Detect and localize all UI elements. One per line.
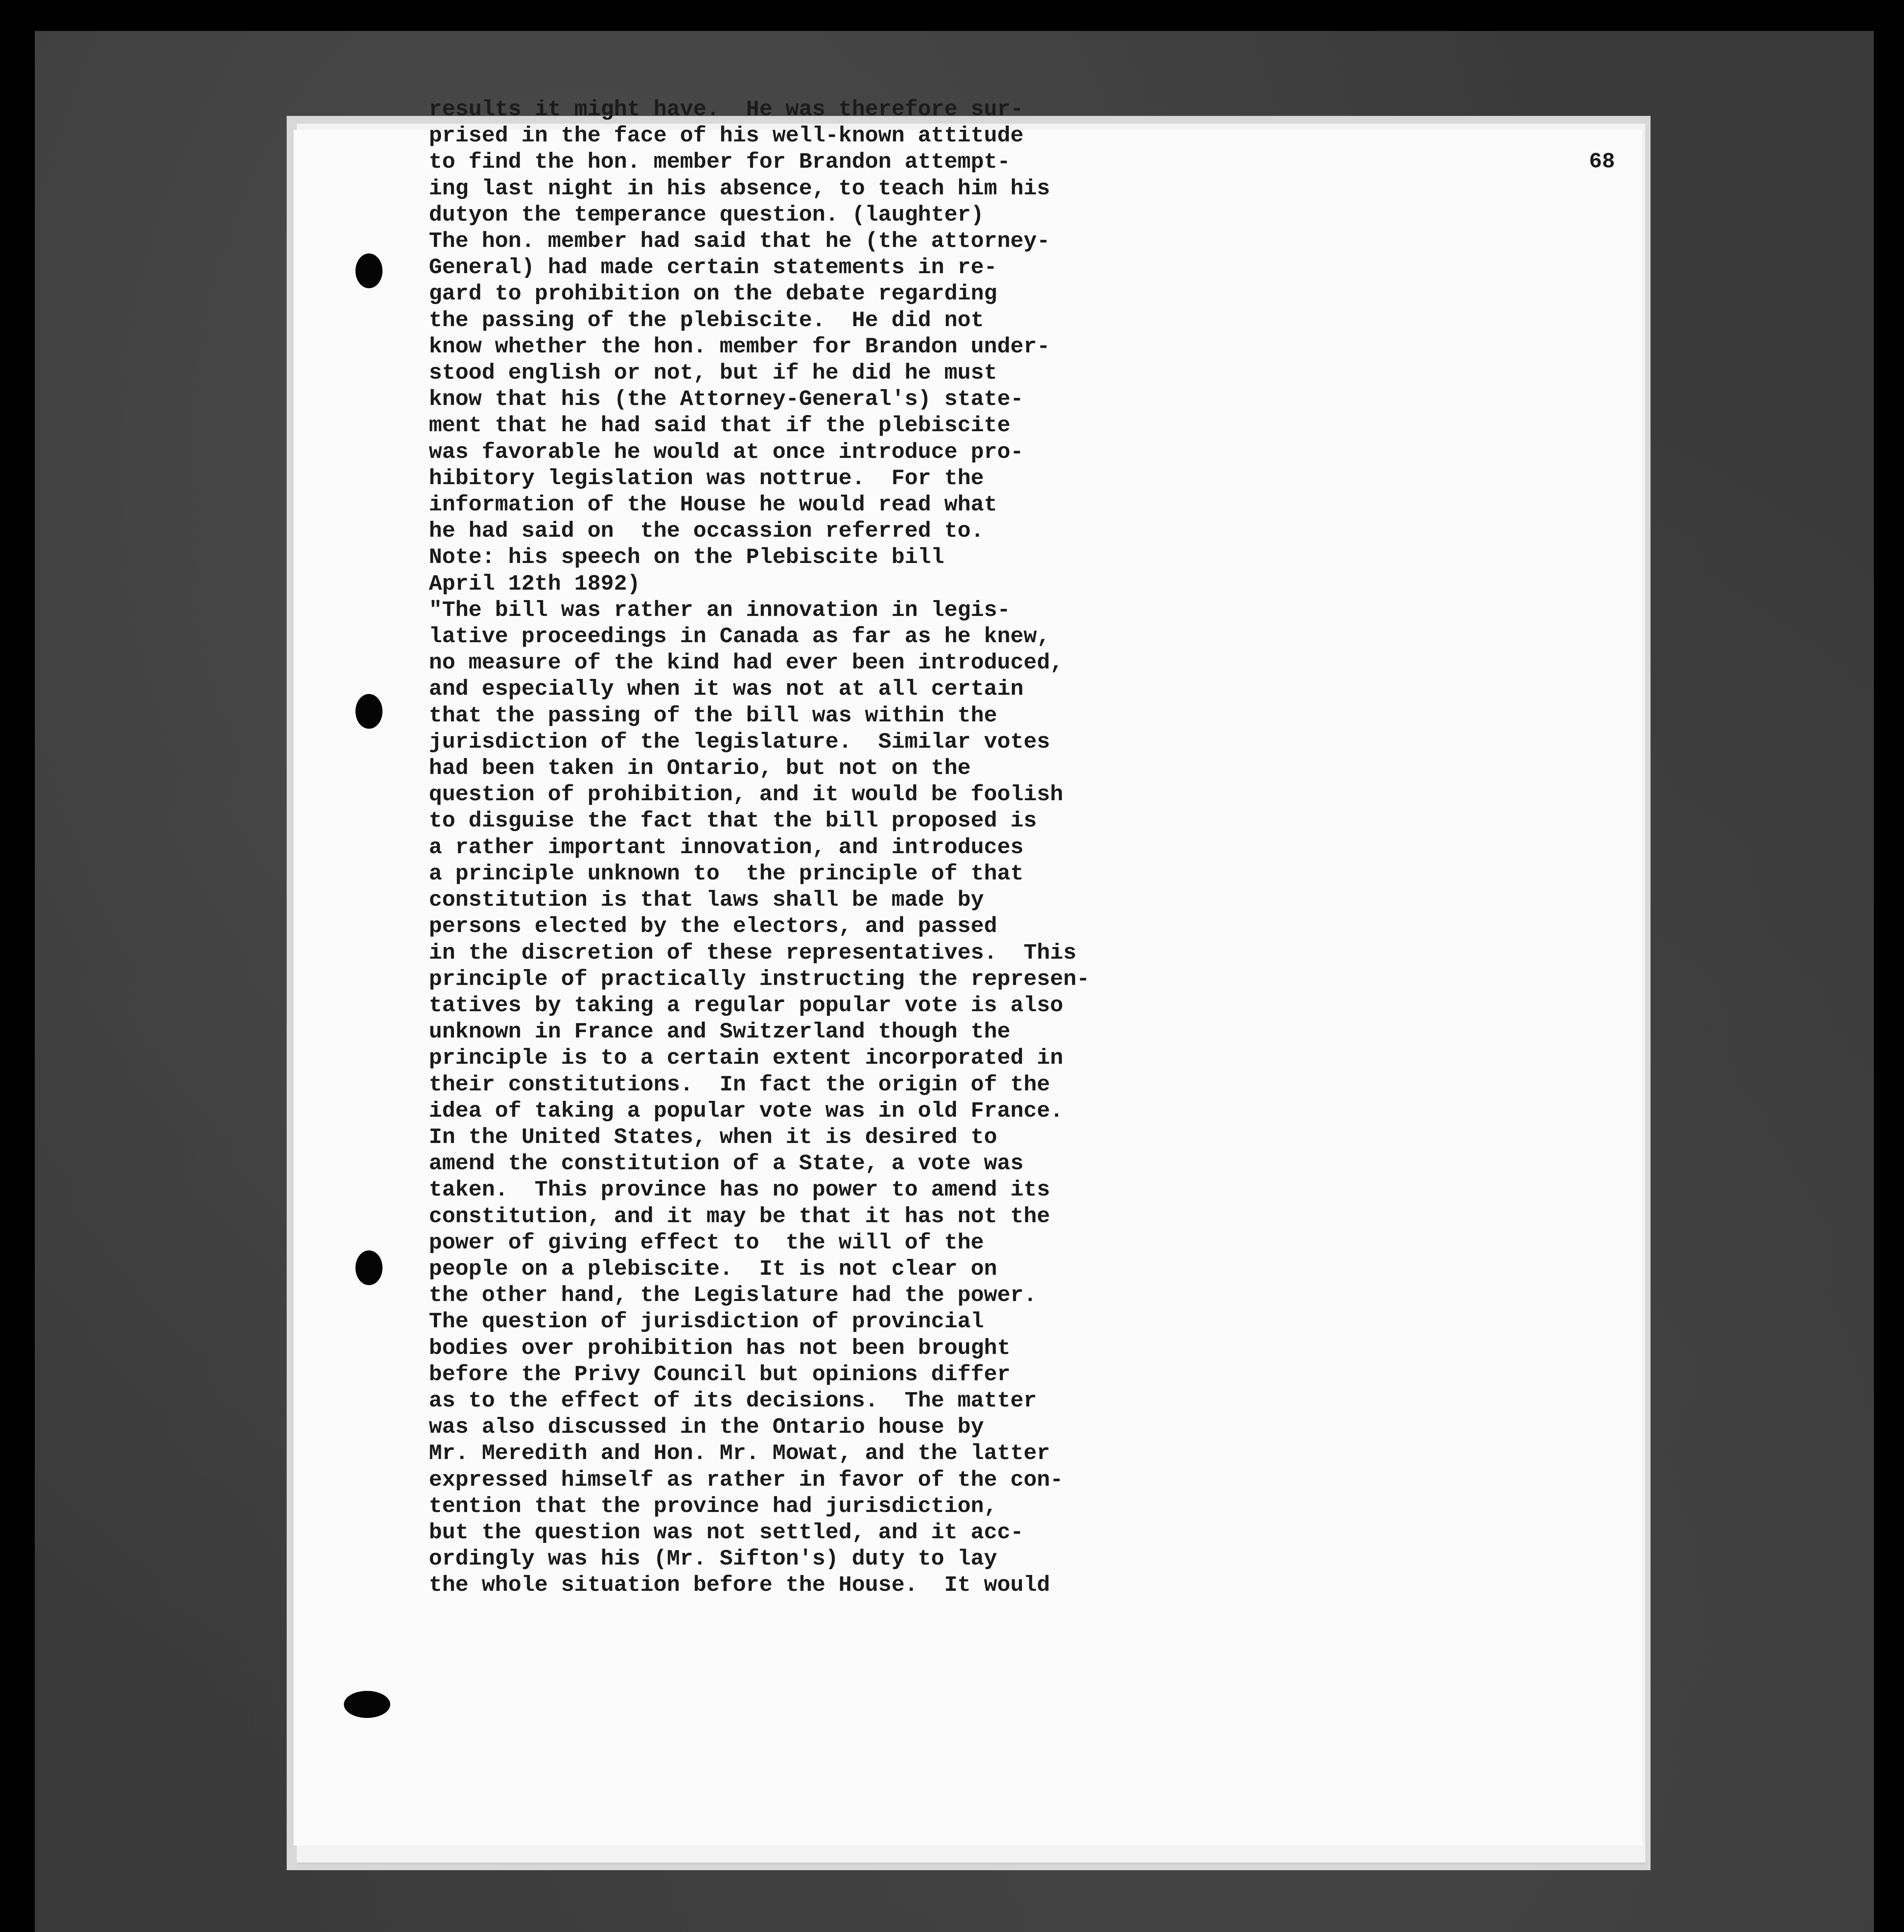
text-line: expressed himself as rather in favor of the con- — [429, 1468, 1063, 1493]
text-line: to find the hon. member for Brandon attempt- — [429, 150, 1011, 175]
text-line: bodies over prohibition has not been brought — [429, 1336, 1011, 1361]
text-line: stood english or not, but if he did he must — [429, 361, 997, 386]
text-line: taken. This province has no power to amend its — [429, 1178, 1050, 1203]
text-line: gard to prohibition on the debate regarding — [429, 282, 997, 307]
text-line: their constitutions. In fact the origin of the — [429, 1072, 1050, 1097]
text-line: ing last night in his absence, to teach him his — [429, 176, 1050, 201]
text-line: constitution is that laws shall be made by — [429, 888, 984, 913]
text-line: the passing of the plebiscite. He did not — [429, 308, 984, 333]
text-line: to disguise the fact that the bill proposed is — [429, 809, 1037, 834]
text-line: Note: his speech on the Plebiscite bill — [429, 545, 945, 570]
text-line: jurisdiction of the legislature. Similar votes — [429, 730, 1050, 755]
text-line: In the United States, when it is desired to — [429, 1125, 997, 1150]
text-line: unknown in France and Switzerland though the — [429, 1020, 1011, 1045]
punch-hole — [355, 694, 382, 729]
text-line: lative proceedings in Canada as far as he knew, — [429, 624, 1050, 650]
text-line: amend the constitution of a State, a vote was — [429, 1151, 1024, 1177]
text-line: hibitory legislation was nottrue. For the — [429, 466, 984, 491]
text-line: The question of jurisdiction of provincial — [429, 1310, 984, 1335]
text-line: ordingly was his (Mr. Sifton's) duty to lay — [429, 1547, 997, 1572]
text-line: "The bill was rather an innovation in legis- — [429, 598, 1011, 623]
text-line: was favorable he would at once introduce pro- — [429, 440, 1024, 465]
text-line: and especially when it was not at all certain — [429, 677, 1024, 702]
text-line: was also discussed in the Ontario house by — [429, 1415, 984, 1440]
text-line: idea of taking a popular vote was in old France. — [429, 1099, 1063, 1124]
typed-body-text — [429, 97, 1318, 1599]
text-line: The hon. member had said that he (the attorney- — [429, 229, 1050, 254]
text-line: people on a plebiscite. It is not clear on — [429, 1257, 997, 1282]
text-line: that the passing of the bill was within the — [429, 703, 997, 728]
text-line: no measure of the kind had ever been introduced, — [429, 651, 1063, 676]
text-line: before the Privy Council but opinions differ — [429, 1362, 1011, 1387]
text-line: he had said on the occassion referred to. — [429, 519, 984, 544]
text-line: April 12th 1892) — [429, 571, 641, 597]
text-line: persons elected by the electors, and passed — [429, 914, 997, 939]
punch-hole — [355, 1250, 382, 1285]
text-line: prised in the face of his well-known attitude — [429, 124, 1024, 149]
text-line: tatives by taking a regular popular vote is also — [429, 993, 1063, 1018]
text-line: information of the House he would read what — [429, 493, 997, 518]
text-line: a rather important innovation, and introduces — [429, 835, 1024, 860]
text-line: results it might have. He was therefore sur- — [429, 97, 1024, 122]
text-line: know whether the hon. member for Brandon under- — [429, 334, 1050, 359]
text-line: the whole situation before the House. It would — [429, 1573, 1050, 1598]
text-line: a principle unknown to the principle of that — [429, 861, 1024, 886]
page-number: 68 — [1589, 149, 1615, 174]
text-line: principle is to a certain extent incorporated in — [429, 1046, 1063, 1071]
text-line: dutyon the temperance question. (laughter) — [429, 202, 984, 228]
text-line: as to the effect of its decisions. The matter — [429, 1388, 1037, 1413]
text-line: ment that he had said that if the plebiscite — [429, 413, 1011, 439]
text-line: but the question was not settled, and it acc- — [429, 1520, 1024, 1545]
punch-hole — [344, 1691, 390, 1718]
text-line: question of prohibition, and it would be foolish — [429, 782, 1063, 808]
text-line: the other hand, the Legislature had the power. — [429, 1283, 1037, 1308]
text-line: power of giving effect to the will of the — [429, 1230, 984, 1255]
text-line: had been taken in Ontario, but not on the — [429, 756, 971, 781]
text-line: Mr. Meredith and Hon. Mr. Mowat, and the latter — [429, 1441, 1050, 1466]
text-line: in the discretion of these representatives. This — [429, 940, 1077, 966]
punch-hole — [355, 253, 382, 288]
text-line: General) had made certain statements in re- — [429, 255, 997, 281]
text-line: constitution, and it may be that it has not the — [429, 1204, 1050, 1229]
text-line: tention that the province had jurisdiction, — [429, 1494, 997, 1519]
text-line: principle of practically instructing the represen- — [429, 967, 1090, 992]
text-line: know that his (the Attorney-General's) state- — [429, 387, 1024, 412]
